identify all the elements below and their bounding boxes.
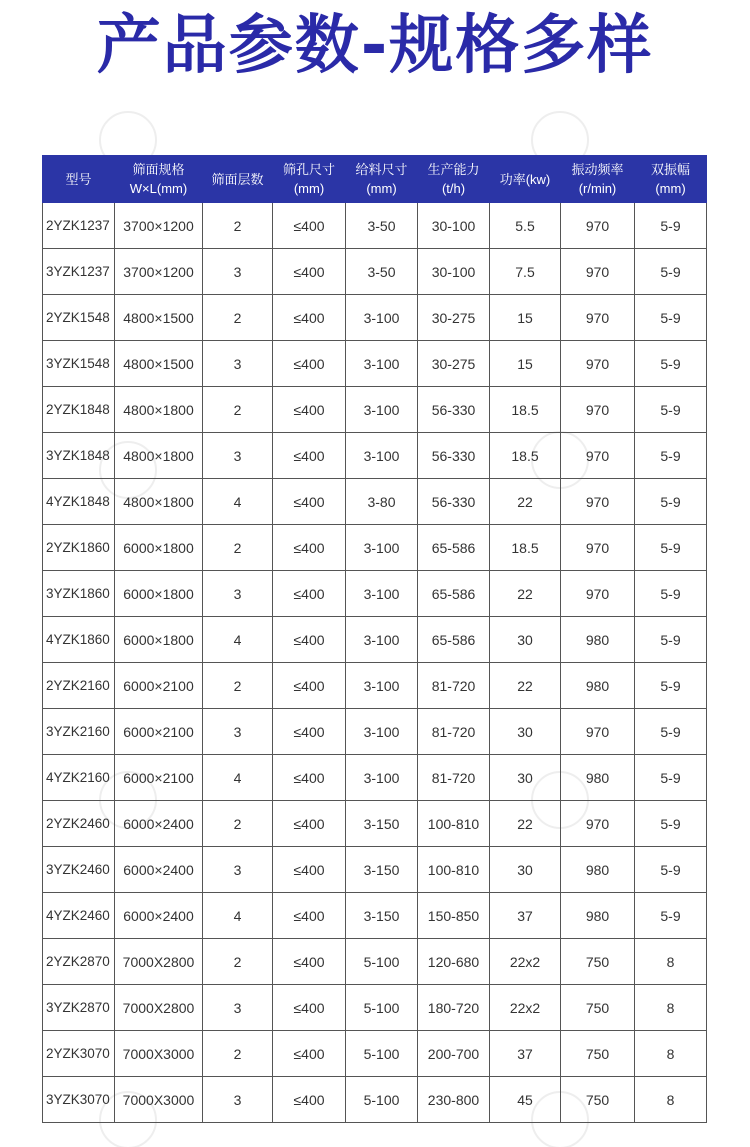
column-header — [635, 156, 707, 203]
table-cell: ≤400 — [273, 939, 346, 985]
table-cell: 2YZK1237 — [43, 203, 115, 249]
table-cell: 15 — [490, 341, 561, 387]
table-cell: 8 — [635, 985, 707, 1031]
table-cell: 5-100 — [346, 1031, 418, 1077]
table-cell: 3 — [203, 985, 273, 1031]
table-cell: ≤400 — [273, 1031, 346, 1077]
table-cell: 970 — [561, 479, 635, 525]
table-cell: 2 — [203, 939, 273, 985]
table-cell: 970 — [561, 249, 635, 295]
table-cell: 56-330 — [418, 387, 490, 433]
table-cell: 970 — [561, 341, 635, 387]
column-header-line: (mm) — [366, 181, 397, 196]
table-cell: 4800×1800 — [115, 479, 203, 525]
table-cell: 970 — [561, 387, 635, 433]
table-cell: 2YZK2160 — [43, 663, 115, 709]
table-cell: ≤400 — [273, 801, 346, 847]
spec-table-container — [42, 155, 706, 1123]
table-cell: 3-100 — [346, 525, 418, 571]
table-cell: 3 — [203, 1077, 273, 1123]
table-cell: 5-9 — [635, 249, 707, 295]
table-cell: 37 — [490, 1031, 561, 1077]
table-cell: 5-100 — [346, 985, 418, 1031]
table-cell: 4800×1500 — [115, 341, 203, 387]
table-cell: 22 — [490, 571, 561, 617]
table-cell: 3-100 — [346, 387, 418, 433]
table-row — [43, 847, 707, 893]
table-cell: 4YZK1848 — [43, 479, 115, 525]
table-cell: 200-700 — [418, 1031, 490, 1077]
table-cell: 81-720 — [418, 709, 490, 755]
table-cell: ≤400 — [273, 847, 346, 893]
table-cell: ≤400 — [273, 479, 346, 525]
column-header-line: 功率(kw) — [499, 171, 551, 187]
table-cell: 4YZK1860 — [43, 617, 115, 663]
table-cell: 3-80 — [346, 479, 418, 525]
table-row — [43, 203, 707, 249]
table-cell: 3YZK1548 — [43, 341, 115, 387]
table-cell: 2 — [203, 663, 273, 709]
column-header-line: 筛面规格 — [132, 162, 185, 177]
table-row — [43, 387, 707, 433]
table-cell: 37 — [490, 893, 561, 939]
table-cell: ≤400 — [273, 617, 346, 663]
column-header-line: 生产能力 — [427, 162, 480, 177]
table-cell: ≤400 — [273, 341, 346, 387]
column-header — [418, 156, 490, 203]
table-cell: 65-586 — [418, 525, 490, 571]
table-cell: 6000×1800 — [115, 571, 203, 617]
table-cell: 980 — [561, 755, 635, 801]
table-cell: 2 — [203, 525, 273, 571]
table-cell: 5-100 — [346, 939, 418, 985]
table-cell: 5-9 — [635, 295, 707, 341]
table-cell: ≤400 — [273, 525, 346, 571]
table-cell: ≤400 — [273, 203, 346, 249]
table-cell: ≤400 — [273, 571, 346, 617]
table-cell: 3 — [203, 433, 273, 479]
table-body — [43, 203, 707, 1123]
table-cell: 3-50 — [346, 203, 418, 249]
column-header-line: 筛面层数 — [211, 171, 264, 187]
table-cell: 8 — [635, 1077, 707, 1123]
table-cell: 30-100 — [418, 203, 490, 249]
table-cell: 980 — [561, 617, 635, 663]
table-cell: 3 — [203, 249, 273, 295]
table-cell: 970 — [561, 203, 635, 249]
table-row — [43, 617, 707, 663]
table-cell: 8 — [635, 1031, 707, 1077]
table-cell: 3YZK1237 — [43, 249, 115, 295]
table-row — [43, 939, 707, 985]
table-cell: 6000×1800 — [115, 617, 203, 663]
table-cell: 3-100 — [346, 341, 418, 387]
table-cell: 22x2 — [490, 985, 561, 1031]
table-row — [43, 801, 707, 847]
table-cell: 30 — [490, 847, 561, 893]
column-header — [43, 156, 115, 203]
table-cell: 970 — [561, 709, 635, 755]
table-cell: ≤400 — [273, 709, 346, 755]
table-cell: 3-100 — [346, 663, 418, 709]
table-cell: 2YZK1848 — [43, 387, 115, 433]
table-cell: 5-9 — [635, 433, 707, 479]
table-cell: 5-100 — [346, 1077, 418, 1123]
table-row — [43, 985, 707, 1031]
table-cell: 3700×1200 — [115, 249, 203, 295]
table-cell: 6000×2100 — [115, 755, 203, 801]
table-cell: 30 — [490, 755, 561, 801]
table-row — [43, 1077, 707, 1123]
table-cell: 3-100 — [346, 709, 418, 755]
header-row — [43, 156, 707, 203]
table-cell: 100-810 — [418, 801, 490, 847]
table-cell: 4800×1800 — [115, 433, 203, 479]
table-cell: 970 — [561, 525, 635, 571]
table-cell: 7000X3000 — [115, 1077, 203, 1123]
column-header — [115, 156, 203, 203]
table-row — [43, 571, 707, 617]
table-cell: 5-9 — [635, 801, 707, 847]
table-cell: 3 — [203, 847, 273, 893]
table-cell: 18.5 — [490, 525, 561, 571]
table-cell: 3-150 — [346, 801, 418, 847]
column-header — [561, 156, 635, 203]
spec-table — [42, 155, 707, 1123]
table-cell: 18.5 — [490, 433, 561, 479]
table-row — [43, 249, 707, 295]
table-row — [43, 755, 707, 801]
table-cell: 180-720 — [418, 985, 490, 1031]
column-header-line: (mm) — [293, 181, 325, 196]
table-cell: 6000×1800 — [115, 525, 203, 571]
table-cell: 2YZK1860 — [43, 525, 115, 571]
table-cell: 5.5 — [490, 203, 561, 249]
table-row — [43, 433, 707, 479]
table-cell: 65-586 — [418, 617, 490, 663]
table-cell: 5-9 — [635, 479, 707, 525]
table-row — [43, 341, 707, 387]
table-cell: 970 — [561, 433, 635, 479]
table-cell: 30-100 — [418, 249, 490, 295]
table-cell: 5-9 — [635, 387, 707, 433]
table-cell: ≤400 — [273, 1077, 346, 1123]
table-cell: 4 — [203, 893, 273, 939]
table-cell: 150-850 — [418, 893, 490, 939]
table-cell: 30-275 — [418, 295, 490, 341]
table-cell: 6000×2400 — [115, 847, 203, 893]
table-cell: 3-100 — [346, 295, 418, 341]
table-cell: 8 — [635, 939, 707, 985]
table-cell: 30-275 — [418, 341, 490, 387]
table-cell: 3-150 — [346, 847, 418, 893]
table-cell: 970 — [561, 295, 635, 341]
table-cell: 2YZK2870 — [43, 939, 115, 985]
table-cell: 3-100 — [346, 755, 418, 801]
table-cell: 2 — [203, 295, 273, 341]
table-cell: 2YZK2460 — [43, 801, 115, 847]
table-cell: 2 — [203, 1031, 273, 1077]
table-cell: 750 — [561, 1077, 635, 1123]
table-row — [43, 893, 707, 939]
table-cell: 3YZK1848 — [43, 433, 115, 479]
table-cell: 3YZK1860 — [43, 571, 115, 617]
table-cell: 2YZK1548 — [43, 295, 115, 341]
table-cell: 2 — [203, 801, 273, 847]
table-cell: 3-150 — [346, 893, 418, 939]
table-cell: 5-9 — [635, 571, 707, 617]
table-cell: 3-100 — [346, 571, 418, 617]
table-cell: 3YZK2870 — [43, 985, 115, 1031]
table-cell: ≤400 — [273, 387, 346, 433]
column-header-line: 给料尺寸 — [355, 162, 408, 177]
table-cell: 4 — [203, 479, 273, 525]
table-cell: 22 — [490, 479, 561, 525]
column-header-line: 筛孔尺寸 — [282, 162, 335, 177]
table-cell: 2 — [203, 203, 273, 249]
table-cell: 100-810 — [418, 847, 490, 893]
table-cell: 7.5 — [490, 249, 561, 295]
table-cell: 980 — [561, 893, 635, 939]
table-header — [43, 156, 707, 203]
table-cell: 5-9 — [635, 203, 707, 249]
table-cell: 45 — [490, 1077, 561, 1123]
table-cell: 980 — [561, 663, 635, 709]
table-cell: 750 — [561, 985, 635, 1031]
table-row — [43, 479, 707, 525]
table-cell: 3700×1200 — [115, 203, 203, 249]
table-cell: 5-9 — [635, 755, 707, 801]
table-cell: ≤400 — [273, 295, 346, 341]
table-cell: 4 — [203, 755, 273, 801]
table-cell: 22x2 — [490, 939, 561, 985]
table-cell: 3-100 — [346, 617, 418, 663]
table-cell: 56-330 — [418, 433, 490, 479]
table-cell: 56-330 — [418, 479, 490, 525]
table-cell: 750 — [561, 1031, 635, 1077]
table-cell: 4 — [203, 617, 273, 663]
table-cell: 22 — [490, 801, 561, 847]
page-title: 产品参数-规格多样 — [96, 9, 654, 83]
table-row — [43, 663, 707, 709]
table-cell: 6000×2400 — [115, 893, 203, 939]
table-cell: 6000×2100 — [115, 663, 203, 709]
table-cell: ≤400 — [273, 985, 346, 1031]
table-cell: 30 — [490, 617, 561, 663]
table-cell: 3 — [203, 709, 273, 755]
table-row — [43, 525, 707, 571]
table-cell: 4YZK2160 — [43, 755, 115, 801]
table-cell: 22 — [490, 663, 561, 709]
column-header-line: (r/min) — [578, 181, 617, 196]
table-cell: 5-9 — [635, 893, 707, 939]
table-cell: 970 — [561, 571, 635, 617]
table-cell: ≤400 — [273, 663, 346, 709]
table-cell: 7000X3000 — [115, 1031, 203, 1077]
column-header-line: 型号 — [65, 171, 92, 187]
table-cell: 4800×1500 — [115, 295, 203, 341]
table-cell: 5-9 — [635, 663, 707, 709]
table-cell: 120-680 — [418, 939, 490, 985]
table-cell: 30 — [490, 709, 561, 755]
table-cell: 6000×2100 — [115, 709, 203, 755]
table-cell: 15 — [490, 295, 561, 341]
table-cell: 7000X2800 — [115, 939, 203, 985]
column-header-line: 双振幅 — [650, 162, 690, 177]
table-cell: 970 — [561, 801, 635, 847]
table-cell: 6000×2400 — [115, 801, 203, 847]
table-cell: 65-586 — [418, 571, 490, 617]
table-cell: 3-100 — [346, 433, 418, 479]
table-cell: 5-9 — [635, 525, 707, 571]
column-header — [490, 156, 561, 203]
table-cell: 3-50 — [346, 249, 418, 295]
table-cell: 3YZK3070 — [43, 1077, 115, 1123]
table-cell: ≤400 — [273, 893, 346, 939]
table-row — [43, 1031, 707, 1077]
table-cell: 980 — [561, 847, 635, 893]
table-cell: 7000X2800 — [115, 985, 203, 1031]
column-header — [273, 156, 346, 203]
table-cell: 5-9 — [635, 341, 707, 387]
column-header — [203, 156, 273, 203]
table-cell: 5-9 — [635, 617, 707, 663]
table-row — [43, 709, 707, 755]
table-cell: 750 — [561, 939, 635, 985]
table-cell: 3YZK2460 — [43, 847, 115, 893]
table-cell: 4800×1800 — [115, 387, 203, 433]
table-cell: 2 — [203, 387, 273, 433]
table-cell: 3 — [203, 571, 273, 617]
table-cell: 3YZK2160 — [43, 709, 115, 755]
table-cell: ≤400 — [273, 249, 346, 295]
table-cell: ≤400 — [273, 755, 346, 801]
table-cell: 18.5 — [490, 387, 561, 433]
table-cell: 5-9 — [635, 847, 707, 893]
column-header — [346, 156, 418, 203]
column-header-line: (mm) — [655, 181, 686, 196]
table-cell: 4YZK2460 — [43, 893, 115, 939]
table-cell: 3 — [203, 341, 273, 387]
table-cell: 81-720 — [418, 755, 490, 801]
column-header-line: 振动频率 — [571, 162, 624, 177]
column-header-line: W×L(mm) — [129, 181, 188, 196]
table-cell: 2YZK3070 — [43, 1031, 115, 1077]
table-cell: 230-800 — [418, 1077, 490, 1123]
table-cell: 81-720 — [418, 663, 490, 709]
column-header-line: (t/h) — [441, 181, 466, 196]
table-cell: ≤400 — [273, 433, 346, 479]
table-cell: 5-9 — [635, 709, 707, 755]
table-row — [43, 295, 707, 341]
